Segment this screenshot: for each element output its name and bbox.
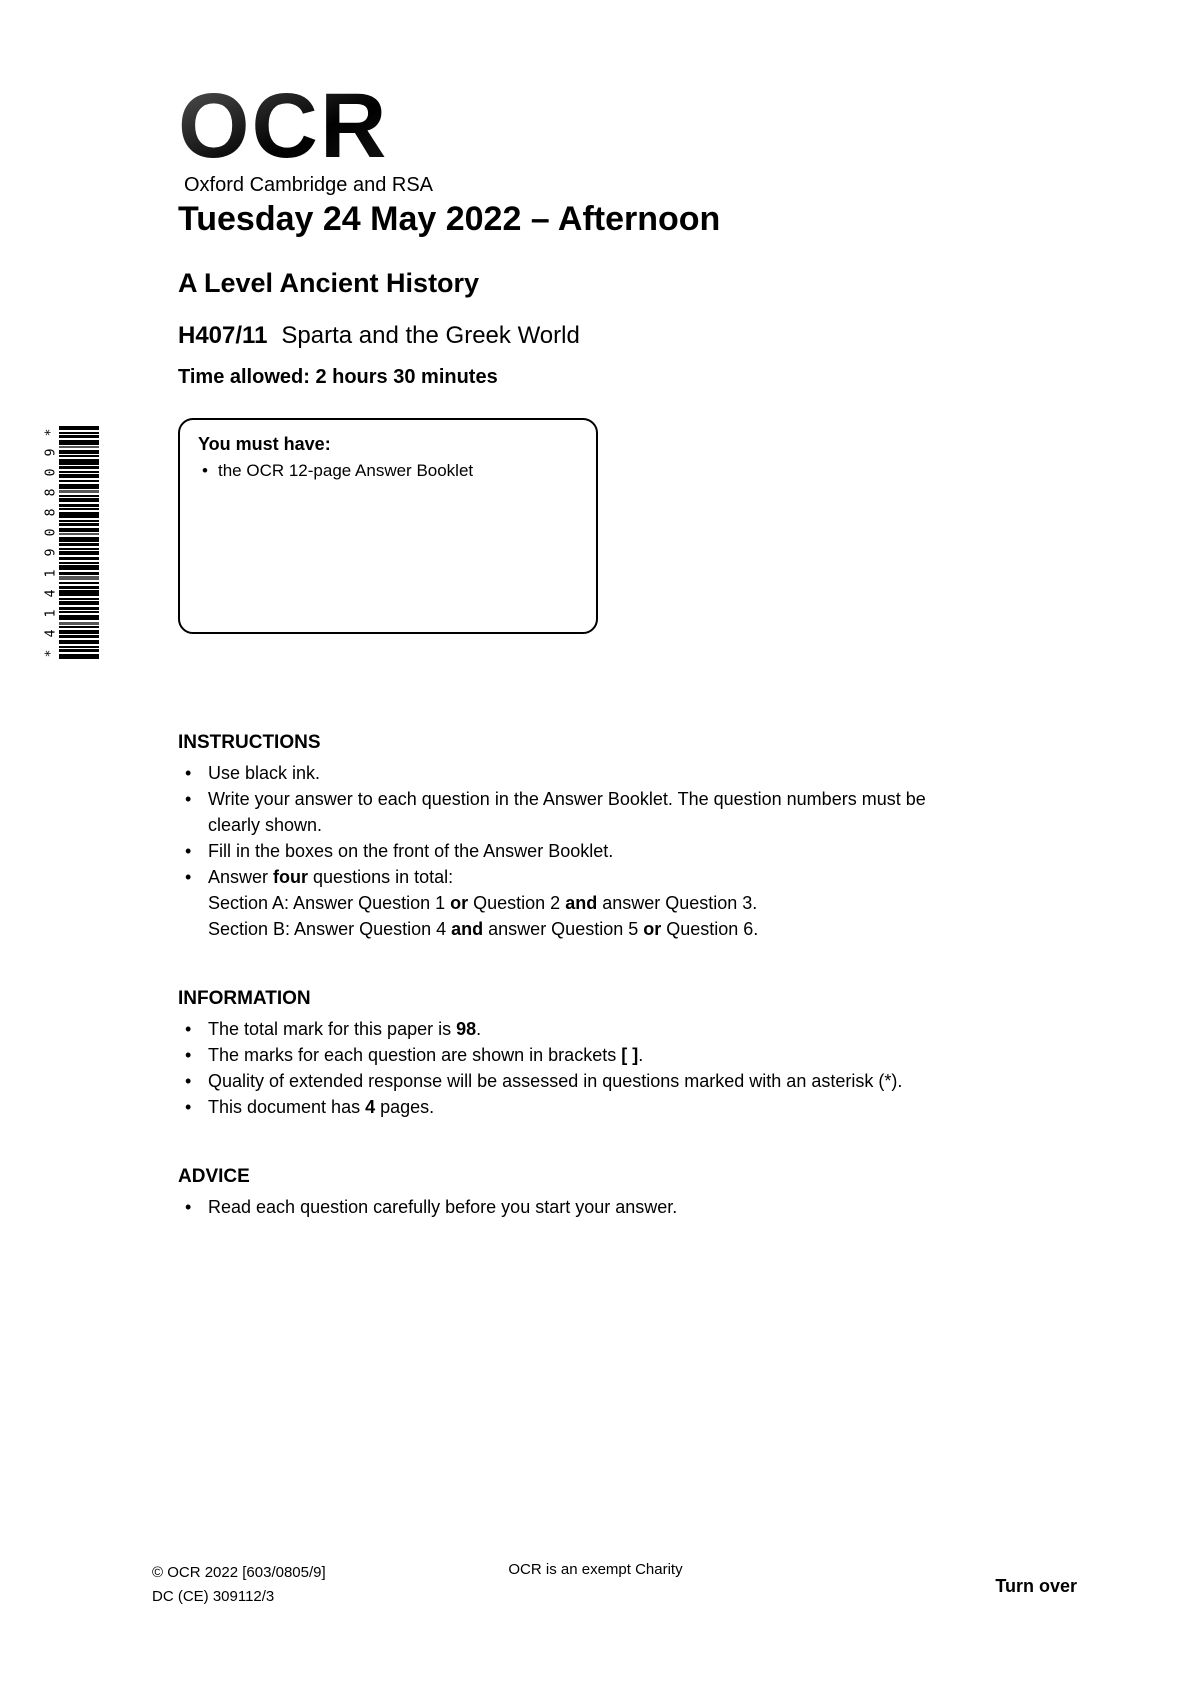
paper-title: Sparta and the Greek World [281,322,580,349]
list-item [178,864,1013,942]
advice-section [178,1164,1013,1220]
qualification-title: A Level Ancient History [178,268,480,298]
information-list [178,1016,1013,1120]
turn-over-label: Turn over [995,1576,1077,1596]
list-item-text: • Use black ink. [208,763,321,783]
list-item [178,1042,1013,1068]
information-heading: INFORMATION [178,988,311,1009]
time-allowed: Time allowed: 2 hours 30 minutes [178,366,498,388]
list-item-text: the OCR 12-page Answer Booklet [218,461,474,480]
ocr-logo-subtitle: Oxford Cambridge and RSA [184,174,434,196]
paper-code: H407/11 [178,322,268,349]
barcode [42,426,99,660]
advice-heading: ADVICE [178,1166,250,1187]
list-item [178,786,1013,838]
instructions-list [178,760,1013,942]
footer-charity: OCR is an exempt Charity [508,1561,683,1578]
list-item [178,760,1013,786]
list-item [178,1094,1013,1120]
list-item-text: • The total mark for this paper is 98. [208,1019,482,1039]
instructions-heading: INSTRUCTIONS [178,732,321,753]
list-item-text: • Answer four questions in total: Section A: Answer Question 1 or Question 2 and answer Question 3. Section B: Answer Question 4 and answer Question 5 or Question 6. [208,867,759,939]
you-must-have-title: You must have: [198,434,331,454]
list-item-text: • Fill in the boxes on the front of the Answer Booklet. [208,841,614,861]
list-item-text: • Write your answer to each question in the Answer Booklet. The question numbers must be clearly shown. [208,789,926,835]
advice-list [178,1194,1013,1220]
instructions-section [178,730,1013,942]
list-item-text: • Read each question carefully before you start your answer. [208,1197,678,1217]
barcode-text: * 9 0 8 8 0 9 1 4 1 4 * [42,428,58,658]
barcode-bars [59,426,99,660]
footer-copyright: © OCR 2022 [603/0805/9] [152,1564,326,1581]
ocr-logo [178,75,434,197]
content [178,730,1013,1264]
paper-code-line [178,322,580,350]
page-title: Tuesday 24 May 2022 – Afternoon [178,200,721,238]
ocr-logo-text: OCR [178,80,433,172]
list-item [178,838,1013,864]
you-must-have-list [198,459,578,483]
list-item-text: • This document has 4 pages. [208,1097,435,1117]
list-item [178,1194,1013,1220]
information-section [178,986,1013,1120]
list-item [178,1068,1013,1094]
footer-dc-code: DC (CE) 309112/3 [152,1588,275,1605]
list-item [178,1016,1013,1042]
you-must-have-box [178,418,598,634]
list-item [198,459,578,483]
list-item-text: • The marks for each question are shown in brackets [ ]. [208,1045,644,1065]
list-item-text: • Quality of extended response will be assessed in questions marked with an asterisk (*). [208,1071,903,1091]
